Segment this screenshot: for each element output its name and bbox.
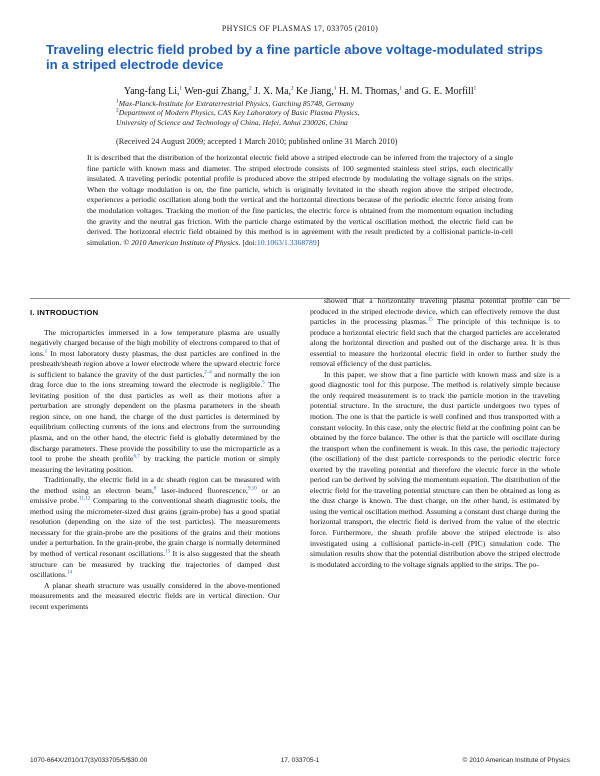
affiliation-text: University of Science and Technology of China, Hefei, Anhui 230026, China	[116, 117, 348, 127]
footer-copyright: © 2010 American Institute of Physics	[462, 757, 570, 764]
paragraph-text: The levitating position of the dust particles as well as their motions after a perturbation are strongly dependent on the plasma parameters in the sheath region since, on one hand, the charge of the dust particles is determined by equilibrium collecting currents of the ions and electrons from the surrounding plasma, and on the other hand, the electric field is globally determined by the discharge parameters. These provide the possibility to use the microparticle as a tool to probe the sheath profile	[30, 380, 280, 464]
author-affiliation-mark: 2	[249, 86, 252, 92]
author-list	[60, 86, 540, 98]
author-affiliation-mark: 2	[291, 86, 294, 92]
reference-citation[interactable]: 15	[427, 317, 433, 323]
body-paragraph	[30, 581, 280, 613]
reference-citation[interactable]: 5	[262, 380, 265, 386]
abstract-copyright: © 2010 American Institute of Physics	[123, 237, 239, 247]
paragraph-text: It is also suggested that the sheath structure can be measured by tracking the trajectories of damped dust oscillations.	[30, 549, 280, 580]
author-name: Ke Jiang,	[293, 86, 334, 97]
reference-citation[interactable]: 11,12	[79, 496, 91, 502]
reference-citation[interactable]: 8	[153, 486, 157, 492]
left-column-body	[30, 328, 280, 613]
paragraph-text: In this paper, we show that a fine particle with known mass and size is a good diagnostic tool for this purpose. The method is relatively simple because the only required measurement is to track the particle motion in the traveling potential structure. In the structure, the dust particle undergoes two types of motion. The one is that the particle is well confined and thus transported with a constant velocity. In this case, only the electric field at the confining point can be obtained by the force balance. The other is that the particle will oscillate during the transport when the confinement is weak. In this case, the periodic trajectory (the oscillation) of the dust particle corresponds to the periodic electric force exerted by the traveling potential and therefore the electric force in the whole period can be derived by solving the momentum equation. The distribution of the electric field for the traveling potential structure can then be obtained as long as the dust charge is known. The dust charge, on the other hand, is estimated by using the vertical oscillation method. Assuming a constant dust charge during the horizontal transport, the electric field is derived from the value of the electric force. Furthermore, the sheath profile above the striped electrode is also investigated using a collisional particle-in-cell (PIC) simulation code. The simulation results show that the potential distribution above the striped electrode is modulated according to the voltage signals applied to the strips. The po-	[310, 369, 560, 569]
paper-title: Traveling electric field probed by a fine particle above voltage-modulated strips in a striped electrode device	[46, 42, 543, 72]
abstract-text: It is described that the distribution of the horizontal electric field above a striped electrode can be inferred from the trajectory of a single fine particle with known mass and diameter. The striped electrode consists of 100 segmented stainless steel strips, each electrically insulated. A traveling periodic potential profile is produced above the striped electrode by modulating the voltage signals on the strips. When the voltage modulation is on, the fine particle, which is originally levitated in the sheath region above the striped electrode, experiences a periodic oscillation along both the vertical and the horizontal directions because of the periodic electric force arising from the modulation voltages. Tracking the motion of the fine particles, the electric force is obtained from the momentum equation including the gravity and the neutral gas friction. With the particle charge estimated by the vertical oscillation method, the electric field can be derived. The horizontal electric field obtained by this method is in agreement with the result predicted by a collisional particle-in-cell simulation.	[87, 153, 513, 247]
reference-citation[interactable]: 14	[66, 570, 72, 576]
reference-citation[interactable]: 6,7	[133, 454, 140, 460]
received-dates: (Received 24 August 2009; accepted 1 March 2010; published online 31 March 2010)	[116, 137, 398, 146]
paragraph-text: In most laboratory dusty plasmas, the dust particles are confined in the presheath/sheath region above a lower electrode where the upward electric force is sufficient to balance the gravity of the dust particles,	[30, 348, 280, 379]
author-name: and G. E. Morfill	[401, 86, 474, 97]
paragraph-text: and normally the ion drag force due to the ions streaming toward the electrode is negligible.	[30, 369, 280, 390]
author-name: Wen-gui Zhang,	[182, 86, 250, 97]
author-affiliation-mark: 1	[399, 86, 402, 92]
author-affiliation-mark: 1	[473, 86, 477, 92]
author-name: H. M. Thomas,	[336, 86, 400, 97]
affiliation-line	[116, 118, 496, 127]
paragraph-text: A planar sheath structure was usually considered in the above-mentioned measurements and the measured electric fields are in vertical direction. Our recent experiments	[30, 580, 280, 611]
body-paragraph	[30, 475, 280, 580]
affiliations	[116, 99, 496, 127]
author-name: Yang-fang Li,	[123, 86, 180, 97]
paragraph-text: showed that a horizontally traveling plasma potential profile can be produced in the striped electrode device, which can effectively remove the dust particles in the processing plasmas.	[310, 296, 560, 327]
reference-citation[interactable]: 1	[44, 349, 48, 355]
right-column-body	[310, 296, 560, 570]
footer-page-number: 17, 033705-1	[280, 757, 320, 764]
right-column	[310, 296, 560, 570]
affiliation-mark: 1	[116, 98, 119, 105]
affiliation-line	[116, 108, 496, 117]
left-column	[30, 308, 280, 612]
body-paragraph	[310, 370, 560, 570]
affiliation-text: Department of Modern Physics, CAS Key Laboratory of Basic Plasma Physics,	[118, 108, 360, 118]
author-affiliation-mark: 1	[333, 86, 337, 92]
paragraph-text: The principle of this technique is to produce a horizontal electric field such that the charged particles are accelerated along the horizontal direction and pushed out of the discharge area. It is thus essential to measure the horizontal electric field in order to further study the removal efficiency of the dust particles.	[310, 317, 560, 369]
journal-header: PHYSICS OF PLASMAS 17, 033705 (2010)	[221, 24, 379, 33]
page-footer	[30, 757, 570, 767]
doi-prefix: . [doi:	[238, 237, 257, 247]
reference-citation[interactable]: 2–4	[204, 370, 212, 376]
paragraph-text: The microparticles immersed in a low temperature plasma are usually negatively charged because of the high mobility of electrons compared to that of ions.	[30, 327, 280, 358]
affiliation-line	[116, 99, 496, 108]
paragraph-text: Traditionally, the electric field in a dc sheath region can be measured with the method using an electron beam,	[30, 475, 280, 495]
reference-citation[interactable]: 13	[165, 549, 171, 555]
body-paragraph	[310, 296, 560, 370]
paragraph-text: by tracking the particle motion or simply measuring the levitating position.	[30, 454, 281, 474]
paragraph-text: laser-induced fluorescence,	[156, 485, 248, 495]
abstract	[87, 153, 513, 248]
body-paragraph	[30, 328, 280, 476]
author-affiliation-mark: 1	[179, 86, 183, 92]
reference-citation[interactable]: 9,10	[247, 486, 257, 492]
footer-issn: 1070-664X/2010/17(3)/033705/5/$30.00	[30, 757, 148, 764]
author-name: J. X. Ma,	[251, 86, 292, 97]
affiliation-text: Max-Planck-Institute for Extraterrestrial Physics, Garching 85748, Germany	[118, 99, 354, 108]
paragraph-text: Comparing to the conventional sheath diagnostic tools, the method using the micrometer-sized dust grains (grain-probe) has a good spatial resolution (depending on the size of the test particles). The measurements necessary for the grain-probe are the positions of the grains and their motions under a perturbation. In the grain-probe, the grain charge is normally determined by method of vertical resonant oscillations.	[30, 496, 281, 559]
paragraph-text: or an emissive probe.	[30, 485, 280, 506]
section-heading: I. INTRODUCTION	[30, 308, 99, 317]
affiliation-mark: 2	[116, 107, 119, 114]
doi-link[interactable]: 10.1063/1.3368789	[256, 237, 317, 247]
doi-suffix: ]	[316, 237, 320, 247]
